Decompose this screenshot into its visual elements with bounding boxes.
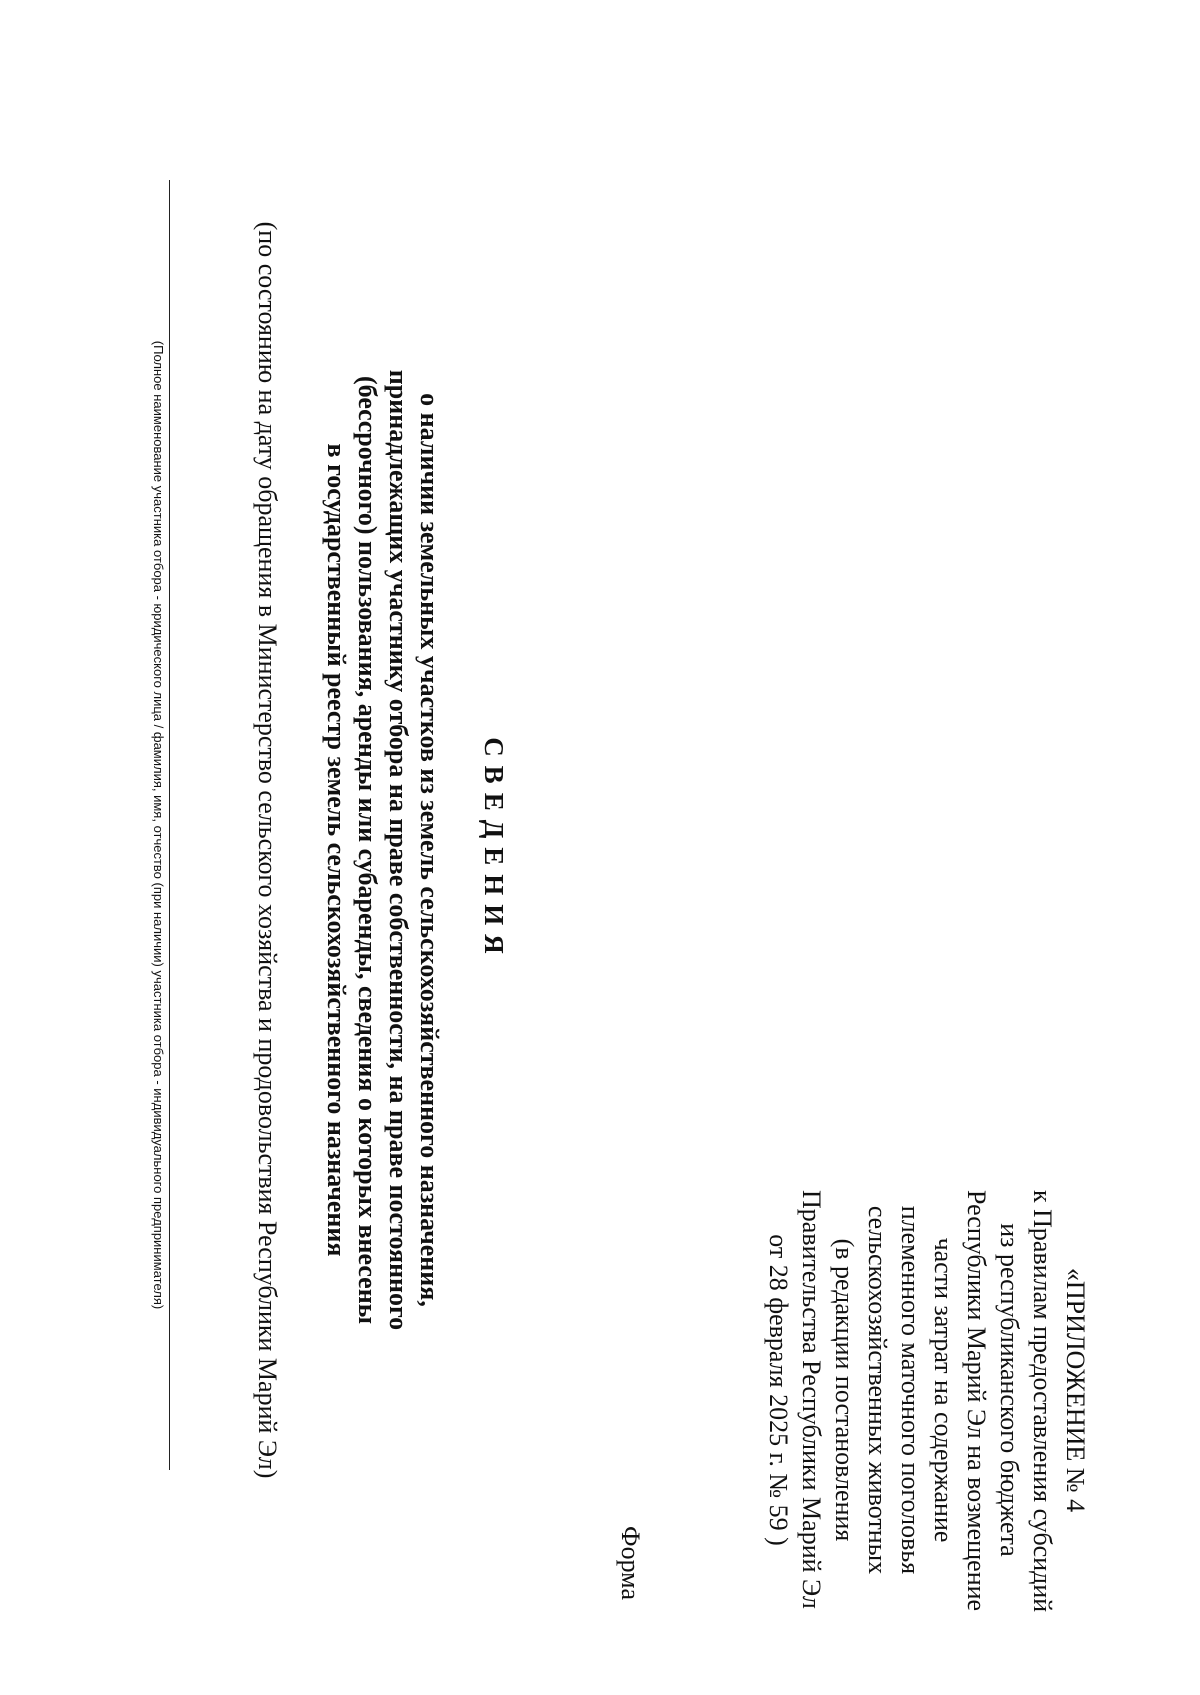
document-sheet: [80, 60, 1200, 1640]
subtitle-line: (бессрочного) пользования, аренды или субаренды, сведения о которых внесены: [353, 376, 382, 1324]
subtitle-line: принадлежащих участнику отбора на праве собственности, на праве постоянного: [384, 369, 413, 1331]
appendix-line: к Правилам предоставления субсидий: [1028, 1190, 1057, 1613]
appendix-line: (в редакции постановления: [830, 1238, 859, 1542]
date-note: (по состоянию на дату обращения в Министерство сельского хозяйства и продовольствия Республики Марий Эл): [253, 221, 282, 1479]
subtitle-line: в государственный реестр земель сельскохозяйственного назначения: [322, 443, 351, 1257]
form-label: Форма: [616, 1526, 645, 1600]
subtitle-line: о наличии земельных участков из земель сельскохозяйственного назначения,: [415, 393, 444, 1307]
appendix-line: сельскохозяйственных животных: [863, 1205, 892, 1575]
appendix-line: «ПРИЛОЖЕНИЕ № 4: [1061, 1267, 1090, 1513]
appendix-line: от 28 февраля 2025 г. № 59 ): [764, 1234, 793, 1546]
signature-line: [169, 180, 170, 1470]
document-title: СВЕДЕНИЯ: [479, 737, 509, 963]
signature-caption: (Полное наименование участника отбора - юридического лица / фамилия, имя, отчество (при наличии) участника отбора - индивидуального предпринимателя): [151, 340, 166, 1310]
appendix-line: из республиканского бюджета: [995, 1223, 1024, 1557]
appendix-line: племенного маточного поголовья: [896, 1205, 925, 1575]
appendix-line: Республики Марий Эл на возмещение: [962, 1190, 991, 1612]
appendix-line: части затрат на содержание: [929, 1237, 958, 1543]
appendix-line: Правительства Республики Марий Эл: [797, 1190, 826, 1609]
appendix-block: [762, 1190, 1092, 1613]
document-subtitle: [321, 60, 445, 1640]
